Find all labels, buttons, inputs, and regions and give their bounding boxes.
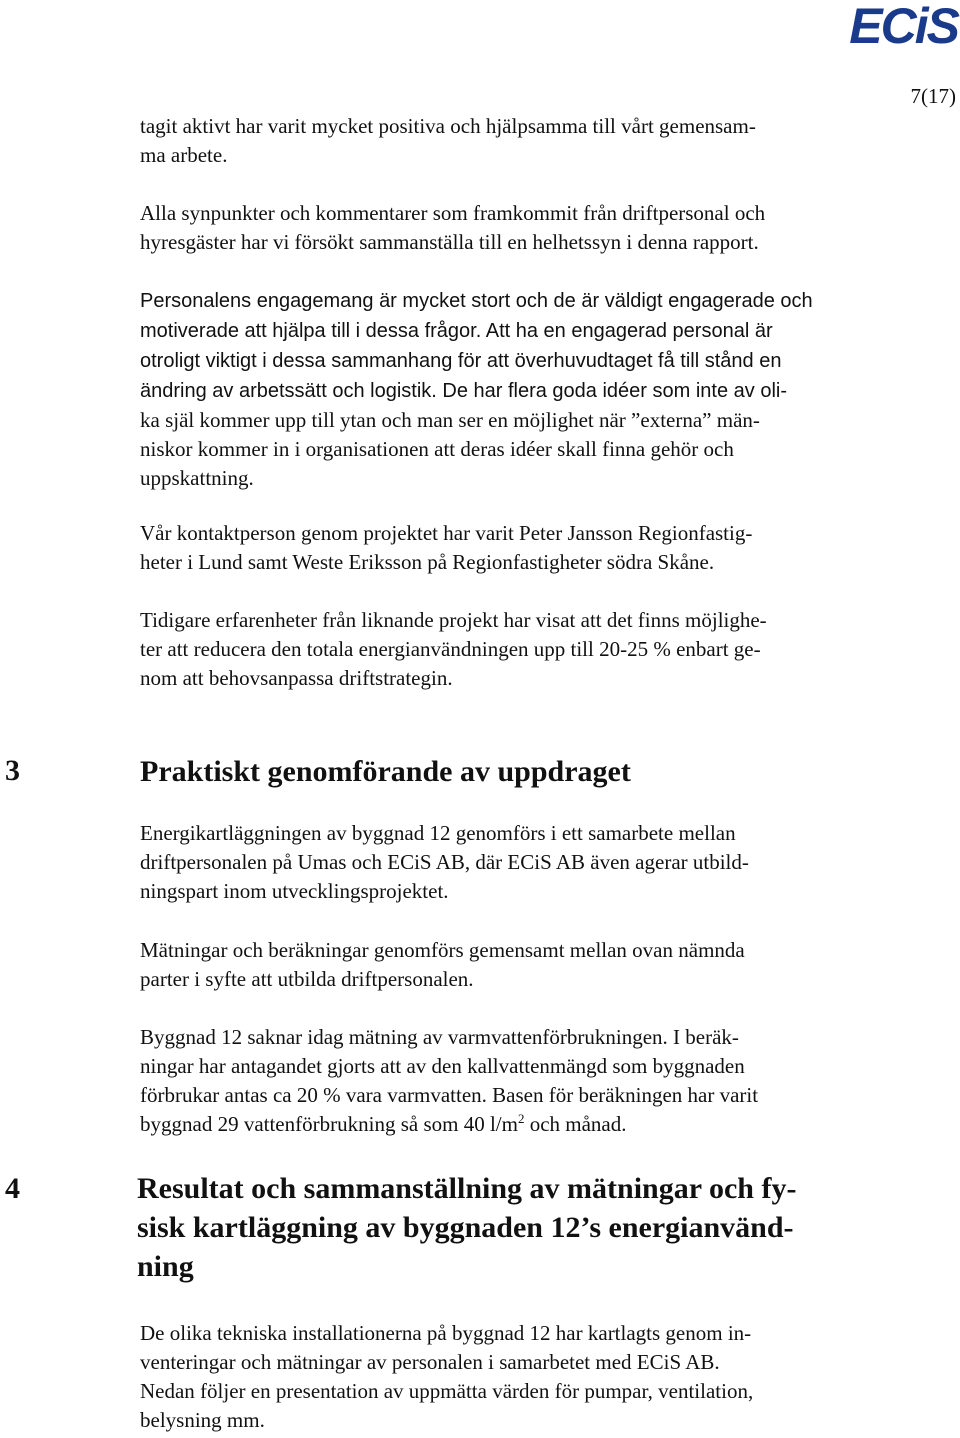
text-line: ma arbete. xyxy=(140,143,228,167)
text-line: hyresgäster har vi försökt sammanställa till en helhetssyn i denna rapport. xyxy=(140,230,759,254)
ecis-logo: ECiS xyxy=(849,0,958,54)
text-line: driftpersonalen på Umas och ECiS AB, där ECiS AB även agerar utbild- xyxy=(140,850,749,874)
text-line: Personalens engagemang är mycket stort och de är väldigt engagerade och xyxy=(140,290,813,312)
text-line: ningspart inom utvecklingsprojektet. xyxy=(140,879,449,903)
text-line: otroligt viktigt i dessa sammanhang för att överhuvudtaget få till stånd en xyxy=(140,350,782,372)
text-line: uppskattning. xyxy=(140,466,254,490)
page-number: 7(17) xyxy=(910,84,956,108)
text-fragment: byggnad 29 vattenförbrukning så som 40 l/m xyxy=(140,1112,518,1136)
text-line: Tidigare erfarenheter från liknande projekt har visat att det finns möjlighe- xyxy=(140,608,767,632)
paragraph-kontaktperson xyxy=(140,519,900,577)
paragraph-installationer xyxy=(140,1319,900,1435)
paragraph-varmvatten xyxy=(140,1023,900,1139)
section-4-number: 4 xyxy=(5,1172,20,1205)
title-line: sisk kartläggning av byggnaden 12’s energianvänd- xyxy=(137,1211,794,1244)
title-line: ning xyxy=(137,1250,194,1283)
paragraph-intro-continuation xyxy=(140,112,900,170)
text-line xyxy=(140,1112,627,1136)
text-line: motiverade att hjälpa till i dessa frågor. Att ha en engagerad personal är xyxy=(140,320,773,342)
section-3-title: Praktiskt genomförande av uppdraget xyxy=(140,755,631,788)
text-line: Vår kontaktperson genom projektet har varit Peter Jansson Regionfastig- xyxy=(140,521,753,545)
text-line: De olika tekniska installationerna på byggnad 12 har kartlagts genom in- xyxy=(140,1321,752,1345)
text-line: parter i syfte att utbilda driftpersonalen. xyxy=(140,967,474,991)
text-line: förbrukar antas ca 20 % vara varmvatten. Basen för beräkningen har varit xyxy=(140,1083,759,1107)
text-line: ändring av arbetssätt och logistik. De har flera goda idéer som inte av oli- xyxy=(140,380,788,402)
paragraph-energikartlaggning xyxy=(140,819,900,906)
text-line: venteringar och mätningar av personalen i samarbetet med ECiS AB. xyxy=(140,1350,720,1374)
text-line: belysning mm. xyxy=(140,1408,265,1432)
text-line: Nedan följer en presentation av uppmätta värden för pumpar, ventilation, xyxy=(140,1379,754,1403)
text-line: Mätningar och beräkningar genomförs gemensamt mellan ovan nämnda xyxy=(140,938,745,962)
text-line: Alla synpunkter och kommentarer som framkommit från driftpersonal och xyxy=(140,201,766,225)
paragraph-synpunkter xyxy=(140,199,900,257)
text-fragment: och månad. xyxy=(524,1112,627,1136)
section-3-number: 3 xyxy=(5,754,20,787)
text-line: tagit aktivt har varit mycket positiva och hjälpsamma till vårt gemensam- xyxy=(140,114,756,138)
title-line: Resultat och sammanställning av mätningar och fy- xyxy=(137,1172,797,1205)
superscript: 2 xyxy=(517,1111,525,1126)
text-line: Energikartläggningen av byggnad 12 genomförs i ett samarbete mellan xyxy=(140,821,736,845)
text-line: niskor kommer in i organisationen att deras idéer skall finna gehör och xyxy=(140,437,734,461)
paragraph-matningar xyxy=(140,936,900,994)
text-line: ka själ kommer upp till ytan och man ser en möjlighet när ”externa” män- xyxy=(140,408,760,432)
text-line: heter i Lund samt Weste Eriksson på Regionfastigheter södra Skåne. xyxy=(140,550,715,574)
text-line: Byggnad 12 saknar idag mätning av varmvattenförbrukningen. I beräk- xyxy=(140,1025,739,1049)
paragraph-erfarenheter xyxy=(140,606,900,693)
text-line: ningar har antagandet gjorts att av den kallvattenmängd som byggnaden xyxy=(140,1054,745,1078)
text-line: nom att behovsanpassa driftstrategin. xyxy=(140,666,453,690)
paragraph-personal xyxy=(140,286,900,493)
text-line: ter att reducera den totala energianvändningen upp till 20-25 % enbart ge- xyxy=(140,637,761,661)
section-4-title xyxy=(137,1169,796,1286)
